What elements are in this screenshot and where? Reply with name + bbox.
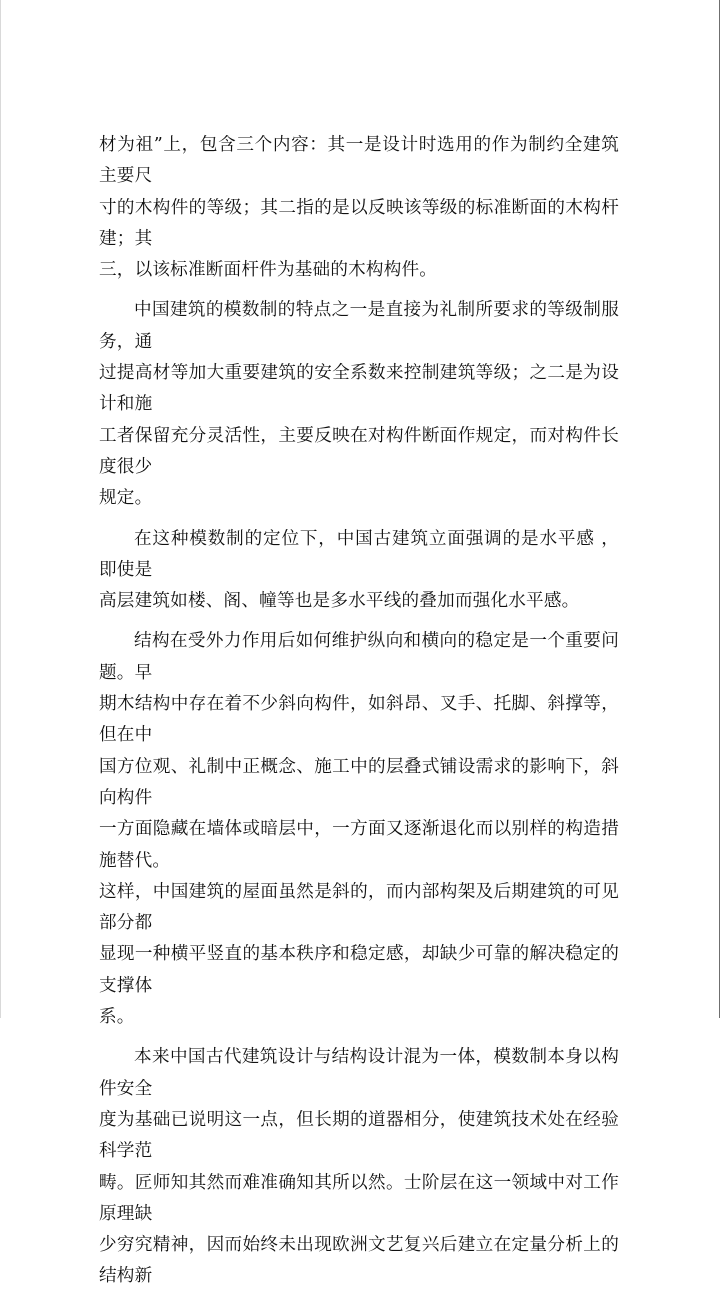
paragraph-4: 结构在受外力作用后如何维护纵向和横向的稳定是一个重要问题。早 期木结构中存在着不少斜向构件，如斜昂、叉手、托脚、斜撑等，但在中 国方位观、礼制中正概念、施工中的层叠式铺设需求的影响下，斜向构件 一方面隐藏在墙体或暗层中，一方面又逐渐退化而以别样的构造措施替代。 这样，中国建筑的屋面虽然是斜的，而内部构架及后期建筑的可见部分都 显现一种横平竖直的基本秩序和稳定感，却缺少可靠的解决稳定的支撑体 系。: [99, 631, 619, 1028]
paragraph-3: 在这种模数制的定位下，中国古建筑立面强调的是水平感 ，即使是 高层建筑如楼、阁、幢等也是多水平线的叠加而强化水平感。: [99, 528, 619, 612]
document-body: [99, 130, 619, 1302]
page-left-edge: [0, 0, 1, 1018]
paragraph-5: 本来中国古代建筑设计与结构设计混为一体，模数制本身以构件安全 度为基础已说明这一点，但长期的道器相分，使建筑技术处在经验科学范 畴。匠师知其然而难准确知其所以然。士阶层在这一领域中对工作原理缺 少穷究精神，因而始终未出现欧洲文艺复兴后建立在定量分析上的结构新: [99, 1047, 619, 1287]
paragraph-1: 材为祖”上，包含三个内容：其一是设计时选用的作为制约全建筑主要尺 寸的木构件的等级；其二指的是以反映该等级的标准断面的木构杆建；其 三，以该标准断面杆件为基础的木构构件。: [99, 135, 619, 281]
paragraph-2: 中国建筑的模数制的特点之一是直接为礼制所要求的等级制服务，通 过提高材等加大重要建筑的安全系数来控制建筑等级；之二是为设计和施 工者保留充分灵活性，主要反映在对构件断面作规定，而对构件长度很少 规定。: [99, 300, 619, 509]
